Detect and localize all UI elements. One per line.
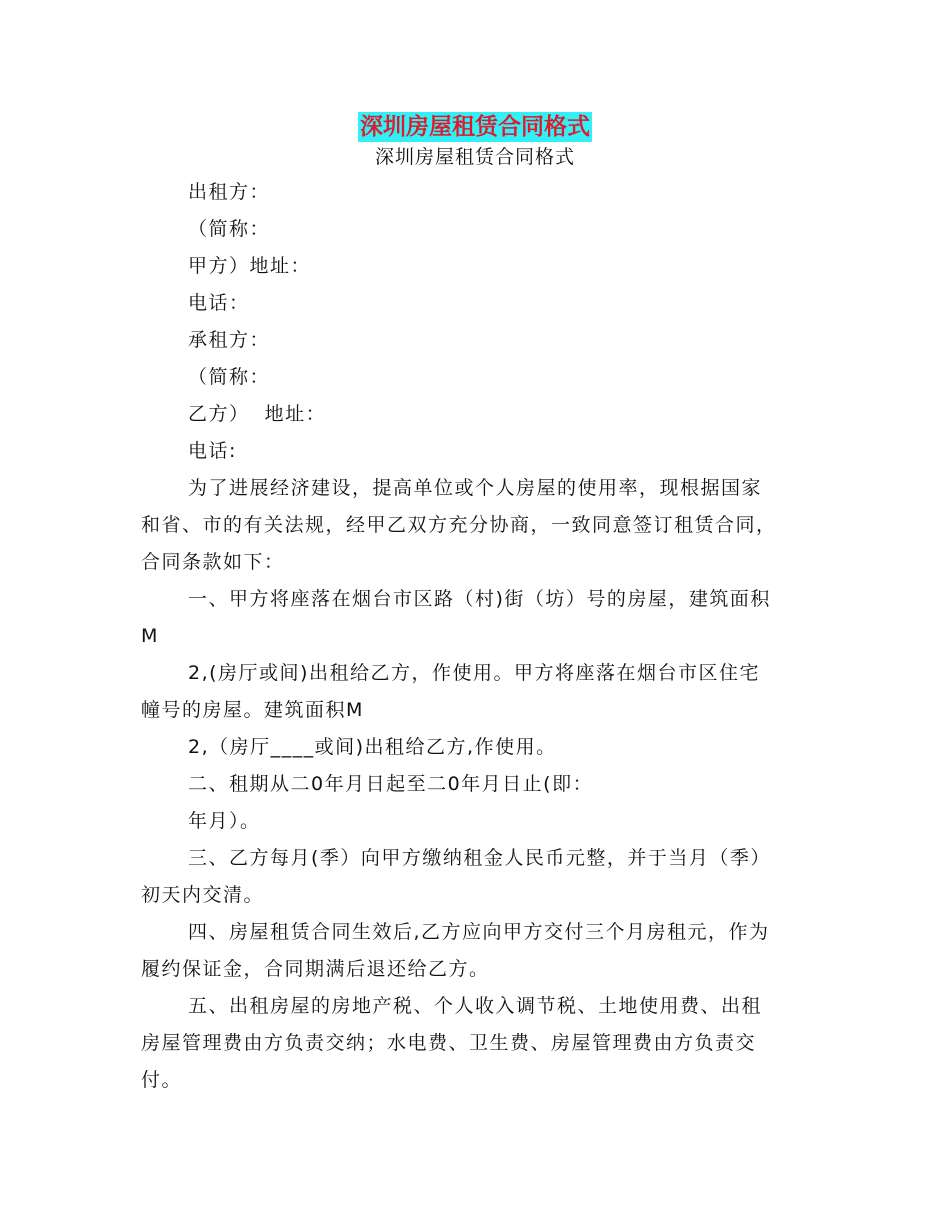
preamble-line-1: 为了进展经济建设，提高单位或个人房屋的使用率，现根据国家 [188,477,763,499]
clause-4-line-1: 四、房屋租赁合同生效后,乙方应向甲方交付三个月房租元，作为 [188,921,770,943]
lessee-label: 承租方： [188,329,271,351]
clause-2-line-2: 年月）。 [188,810,261,832]
clause-3-line-2: 初天内交清。 [141,884,265,906]
document-subtitle: 深圳房屋租赁合同格式 [374,146,575,168]
clause-1-line-4: 幢号的房屋。建筑面积M [141,699,364,721]
lessee-abbrev: （简称： [188,366,271,388]
clause-1-line-1: 一、甲方将座落在烟台市区路（村)街（坊）号的房屋，建筑面积 [188,588,771,610]
clause-3-line-1: 三、乙方每月(季）向甲方缴纳租金人民币元整，并于当月（季） [188,847,771,869]
party-a-address: 甲方）地址： [188,255,312,277]
clause-4-line-2: 履约保证金，合同期满后退还给乙方。 [141,958,490,980]
lessor-label: 出租方： [188,181,271,203]
clause-2-line-1: 二、租期从二0年月日起至二0年月日止(即： [188,773,594,795]
clause-5-line-1: 五、出租房屋的房地产税、个人收入调节税、土地使用费、出租 [188,995,763,1017]
lessor-abbrev: （简称： [188,218,271,240]
title-container [0,112,950,142]
party-b-phone: 电话: [188,440,237,462]
party-a-phone: 电话： [188,292,250,314]
clause-5-line-2: 房屋管理费由方负责交纳；水电费、卫生费、房屋管理费由方负责交 [141,1032,757,1054]
clause-1-line-2: M [141,625,159,647]
preamble-line-3: 合同条款如下： [141,551,285,573]
clause-1-line-5: 2,（房厅____或间)出租给乙方,作使用。 [188,736,557,758]
document-title: 深圳房屋租赁合同格式 [360,113,590,140]
preamble-line-2: 和省、市的有关法规，经甲乙双方充分协商，一致同意签订租赁合同， [141,514,777,536]
party-b-address: 乙方） 地址： [188,403,327,425]
clause-1-line-3: 2,(房厅或间)出租给乙方，作使用。甲方将座落在烟台市区住宅 [188,662,760,684]
clause-5-line-3: 付。 [141,1069,183,1091]
